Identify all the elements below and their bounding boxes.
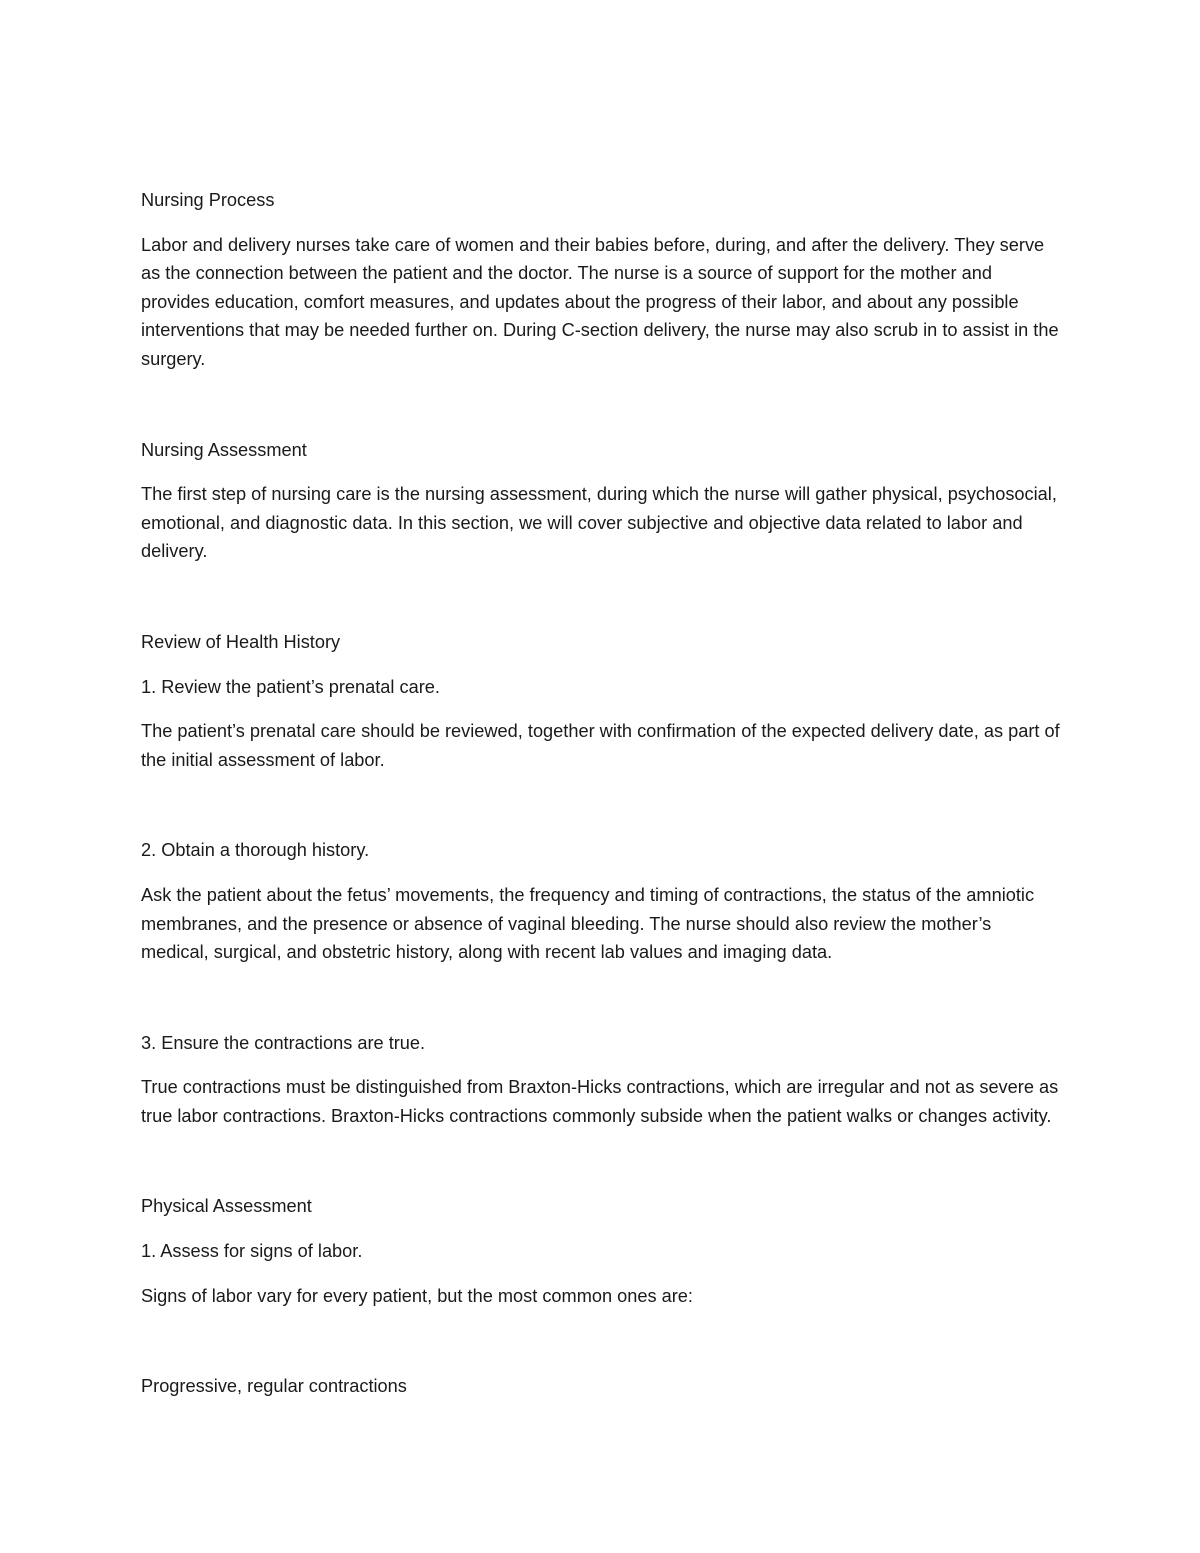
item-title: 1. Review the patient’s prenatal care. bbox=[141, 676, 440, 697]
item-title: 2. Obtain a thorough history. bbox=[141, 840, 370, 861]
section-heading: Nursing Process bbox=[141, 190, 275, 210]
item-body: The patient’s prenatal care should be reviewed, together with confirmation of the expected delivery date, as part of the initial assessment of labor. bbox=[141, 721, 1060, 770]
item-title: 1. Assess for signs of labor. bbox=[141, 1241, 363, 1262]
section-heading: Nursing Assessment bbox=[141, 439, 307, 460]
section-heading: Physical Assessment bbox=[141, 1196, 312, 1217]
document-body bbox=[141, 186, 1061, 1417]
paragraph: The first step of nursing care is the nursing assessment, during which the nurse will gather physical, psychosocial, emotional, and diagnostic data. In this section, we will cover subjective and objective data related to labor and delivery. bbox=[141, 484, 1057, 562]
section-heading: Review of Health History bbox=[141, 631, 341, 652]
item-body: True contractions must be distinguished from Braxton-Hicks contractions, which are irregular and not as severe as true labor contractions. Braxton-Hicks contractions commonly subside when the patient walks or changes activity. bbox=[141, 1077, 1059, 1126]
item-title: 3. Ensure the contractions are true. bbox=[141, 1032, 426, 1053]
paragraph: Labor and delivery nurses take care of women and their babies before, during, and after the delivery. They serve as the connection between the patient and the doctor. The nurse is a source of support for the mother and provides education, comfort measures, and updates about the progress of their labor, and about any possible interventions that may be needed further on. During C-section delivery, the nurse may also scrub in to assist in the surgery. bbox=[141, 234, 1059, 369]
list-item: Progressive, regular contractions bbox=[141, 1376, 407, 1397]
item-body: Ask the patient about the fetus’ movements, the frequency and timing of contractions, the status of the amniotic membranes, and the presence or absence of vaginal bleeding. The nurse should also review the mother’s medical, surgical, and obstetric history, along with recent lab values and imaging data. bbox=[141, 884, 1035, 963]
item-body: Signs of labor vary for every patient, but the most common ones are: bbox=[141, 1285, 693, 1306]
